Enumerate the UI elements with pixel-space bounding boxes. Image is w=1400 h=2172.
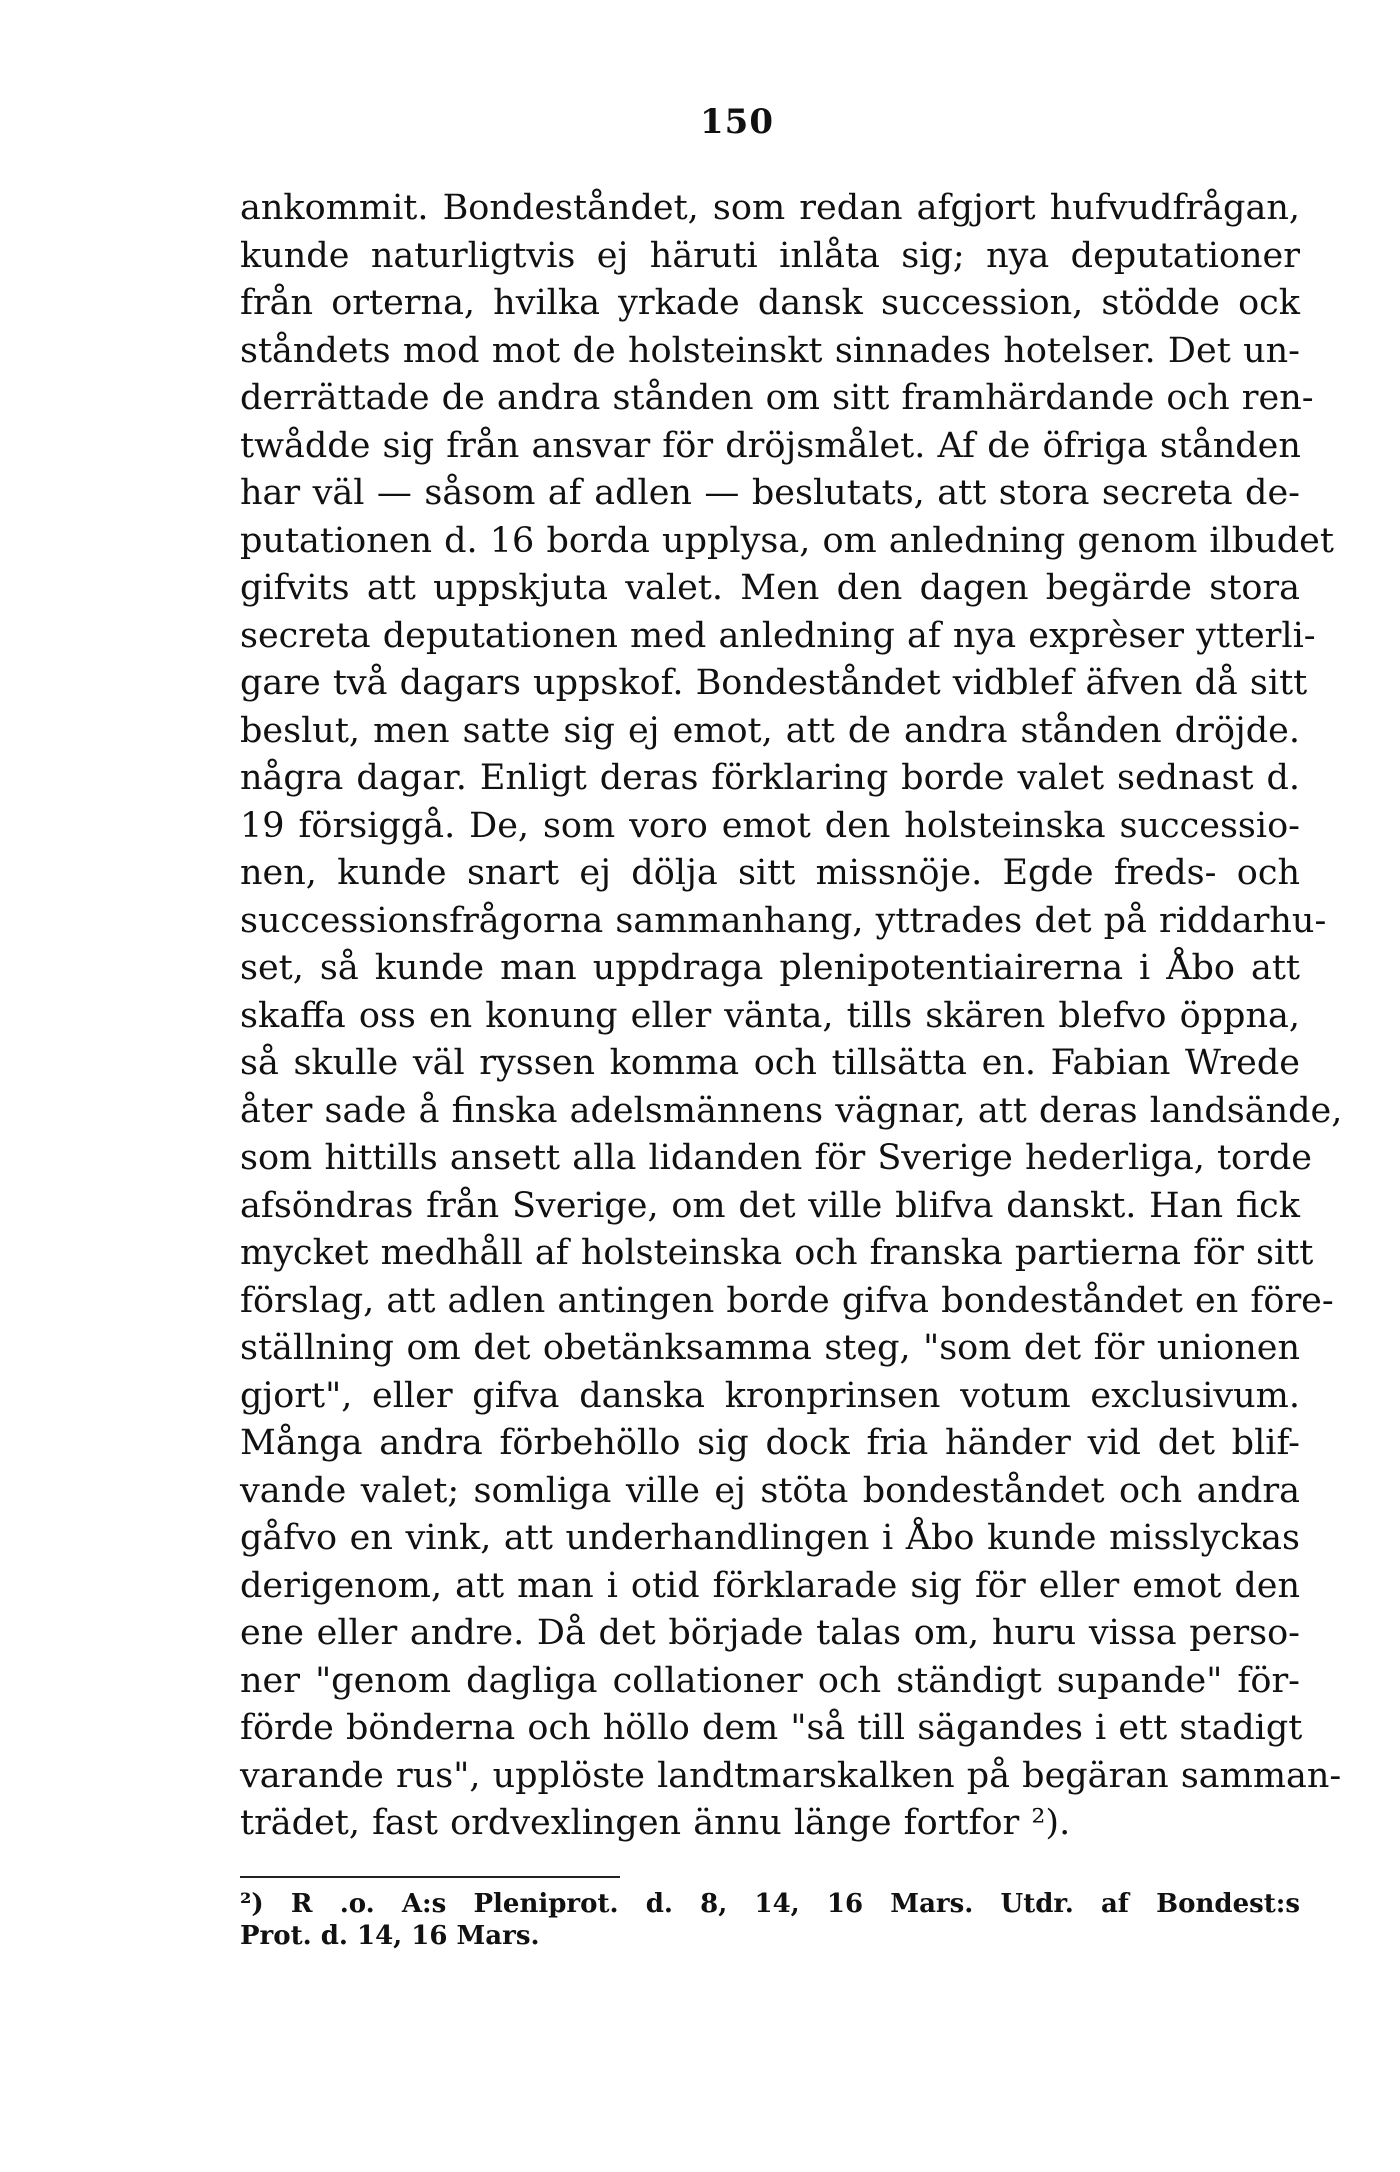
text-line: från orterna, hvilka yrkade dansk succession, stödde ock (240, 283, 1300, 323)
text-line: ståndets mod mot de holsteinskt sinnades hotelser. Det un- (240, 330, 1300, 371)
text-line: gare två dagars uppskof. Bondeståndet vidblef äfven då sitt (240, 663, 1308, 703)
text-line: kunde naturligtvis ej häruti inlåta sig; nya deputationer (240, 235, 1300, 276)
body-text (240, 185, 1343, 1848)
footnote-line: ²) R .o. A:s Pleniprot. d. 8, 14, 16 Mars. Utdr. af Bondest:s (240, 1888, 1300, 1919)
text-line: så skulle väl ryssen komma och tillsätta en. Fabian Wrede (240, 1043, 1300, 1083)
page-number: 150 (700, 102, 774, 142)
text-line: förde bönderna och höllo dem "så till sägandes i ett stadigt (240, 1708, 1303, 1748)
text-line: ställning om det obetänksamma steg, "som det för unionen (240, 1328, 1300, 1368)
footnotes (240, 1888, 1300, 1952)
text-line: putationen d. 16 borda upplysa, om anledning genom ilbudet (240, 520, 1334, 561)
text-line: ner "genom dagliga collationer och ständigt supande" för- (240, 1660, 1300, 1701)
footnote-line: Prot. d. 14, 16 Mars. (240, 1920, 540, 1951)
text-line: ene eller andre. Då det började talas om, huru vissa perso- (240, 1613, 1300, 1653)
text-line: set, så kunde man uppdraga plenipotentiairerna i Åbo att (240, 948, 1300, 988)
text-line: twådde sig från ansvar för dröjsmålet. Af de öfriga stånden (240, 425, 1301, 466)
text-line: beslut, men satte sig ej emot, att de andra stånden dröjde. (240, 710, 1300, 751)
text-line: mycket medhåll af holsteinska och franska partierna för sitt (240, 1233, 1314, 1273)
text-line: några dagar. Enligt deras förklaring borde valet sednast d. (240, 758, 1300, 798)
text-line: secreta deputationen med anledning af nya exprèser ytterli- (240, 615, 1316, 656)
text-line: nen, kunde snart ej dölja sitt missnöje. Egde freds- och (240, 853, 1300, 893)
text-line: derigenom, att man i otid förklarade sig för eller emot den (240, 1565, 1300, 1606)
text-line: gjort", eller gifva danska kronprinsen votum exclusivum. (240, 1375, 1300, 1416)
text-line: gifvits att uppskjuta valet. Men den dagen begärde stora (240, 568, 1300, 608)
text-line: åter sade å finska adelsmännens vägnar, att deras landsände, (240, 1090, 1343, 1131)
text-line: successionsfrågorna sammanhang, yttrades det på riddarhu- (240, 900, 1327, 941)
text-line: 19 försiggå. De, som voro emot den holsteinska successio- (240, 805, 1300, 846)
text-line: derrättade de andra stånden om sitt framhärdande och ren- (240, 378, 1314, 418)
footnote-rule (240, 1876, 620, 1878)
text-line: gåfvo en vink, att underhandlingen i Åbo kunde misslyckas (240, 1518, 1300, 1558)
text-line: skaffa oss en konung eller vänta, tills skären blefvo öppna, (240, 995, 1300, 1036)
text-line: varande rus", upplöste landtmarskalken på begäran samman- (240, 1755, 1342, 1796)
text-line: har väl — såsom af adlen — beslutats, att stora secreta de- (240, 473, 1300, 513)
text-line: förslag, att adlen antingen borde gifva bondeståndet en före- (240, 1280, 1334, 1321)
text-line: ankommit. Bondeståndet, som redan afgjort hufvudfrågan, (240, 188, 1300, 228)
footnote-marker: ²). (1031, 1803, 1071, 1843)
text-line: Många andra förbehöllo sig dock fria händer vid det blif- (240, 1423, 1300, 1463)
text-line: vande valet; somliga ville ej stöta bondeståndet och andra (240, 1470, 1300, 1511)
text-line: trädet, fast ordvexlingen ännu länge fortfor ²). (240, 1803, 1071, 1843)
text-line: som hittills ansett alla lidanden för Sverige hederliga, torde (240, 1138, 1312, 1178)
text-line: afsöndras från Sverige, om det ville blifva danskt. Han fick (240, 1185, 1300, 1226)
